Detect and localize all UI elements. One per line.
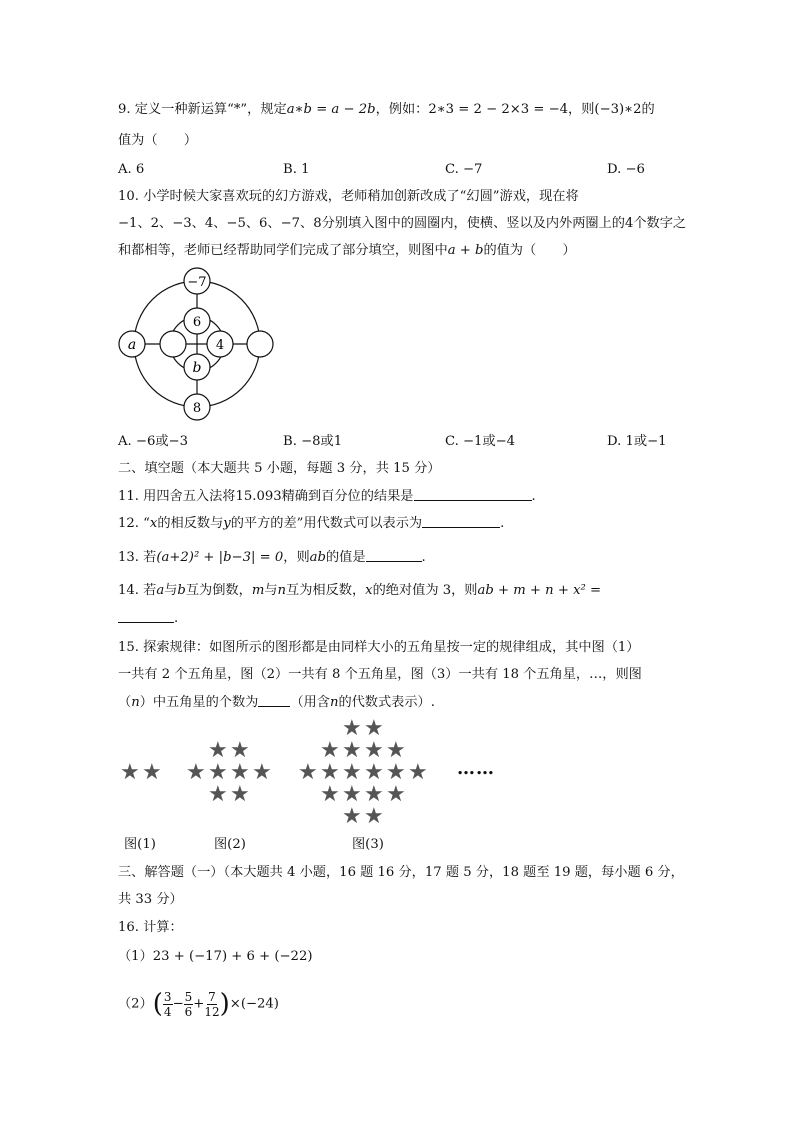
q12-end: .: [500, 516, 505, 531]
q10-option-a: A. −6或−3: [118, 434, 188, 449]
star-icon: ★: [142, 760, 162, 785]
q15-text: （: [118, 695, 132, 710]
star-icon: ★: [208, 782, 228, 807]
cell-top-value: −7: [187, 275, 207, 290]
q14-var-x: x: [365, 583, 373, 598]
q9-line2: 值为（ ）: [118, 133, 198, 148]
q14-var-b: b: [177, 583, 186, 598]
q14-var-n: n: [277, 583, 287, 598]
q15-line3: [118, 693, 435, 712]
q14-text: 互为相反数，: [286, 583, 366, 598]
q9-option-c: C. −7: [445, 162, 483, 177]
star-icon: ★: [320, 738, 340, 763]
denominator: 4: [163, 1004, 172, 1019]
q13-formula: (a+2)² + |b−3| = 0: [156, 550, 284, 565]
q14-blank[interactable]: [118, 609, 174, 623]
cell-bottom-value: 8: [192, 401, 202, 416]
q12: [118, 514, 504, 533]
q10-text: 和都相等，老师已经帮助同学们完成了部分填空，则图中: [118, 243, 448, 258]
star-icon: ★: [230, 782, 250, 807]
fraction-7-12: [204, 990, 219, 1019]
q9-formula: a∗b = a − 2b: [286, 102, 376, 117]
magic-circle-diagram: [110, 265, 285, 423]
star-icon: ★: [342, 760, 362, 785]
q15-text: （用含: [290, 695, 330, 710]
q14-line2: [118, 609, 178, 628]
q14-line1: [118, 582, 601, 600]
star-icon: ★: [320, 760, 340, 785]
numerator: 7: [208, 989, 216, 1004]
q9-text: ，则: [568, 102, 595, 117]
q16-part2-label: （2）: [118, 996, 153, 1012]
fig1-label: 图(1): [124, 837, 156, 852]
q9-option-a: A. 6: [118, 162, 145, 177]
q11-end: .: [531, 489, 536, 504]
star-icon: ★: [386, 738, 406, 763]
star-icon: ★: [252, 760, 272, 785]
q14-text: 与: [164, 583, 178, 598]
q10-line3: [118, 242, 576, 260]
q14-end: .: [174, 611, 179, 626]
star-icon: ★: [186, 760, 206, 785]
q9-text: 的: [641, 102, 655, 117]
q9-text: ”，规定: [240, 102, 287, 117]
numerator: 5: [184, 989, 193, 1004]
fraction-3-4: [163, 990, 173, 1019]
denominator: 12: [204, 1004, 220, 1019]
fraction-5-6: [184, 990, 194, 1019]
q9-line1: [118, 101, 655, 119]
q13-end: .: [421, 550, 426, 565]
q11-blank[interactable]: [414, 487, 532, 501]
q13-text: 13. 若: [118, 550, 157, 565]
q15-line2: 一共有 2 个五角星，图（2）一共有 8 个五角星，图（3）一共有 18 个五角星，…，则图: [118, 667, 642, 682]
numerator: 3: [163, 989, 172, 1004]
star-icon: ★: [364, 760, 384, 785]
q12-text: 12. “: [118, 516, 150, 531]
q10-text: 的值为（ ）: [483, 243, 576, 258]
q12-text: 的相反数与: [157, 516, 224, 531]
star-icon: ★: [342, 738, 362, 763]
q9-option-d: D. −6: [607, 162, 645, 177]
cell-upper-inner-value: 6: [192, 315, 202, 330]
q9-text: ，例如：: [375, 102, 429, 117]
q10-option-b: B. −8或1: [283, 434, 343, 449]
q14-text: 与: [264, 583, 278, 598]
pattern-ellipsis: ……: [457, 758, 495, 779]
star-icon: ★: [386, 760, 406, 785]
paren-open: (: [152, 989, 163, 1019]
q12-var-y: y: [223, 516, 231, 531]
star-icon: ★: [364, 738, 384, 763]
q16-part1-expr: 23 + (−17) + 6 + (−22): [152, 949, 313, 964]
q12-blank[interactable]: [422, 514, 500, 528]
star-icon: ★: [364, 782, 384, 807]
q10-line1: 10. 小学时候大家喜欢玩的幻方游戏，老师稍加创新改成了“幻圆”游戏，现在将: [118, 189, 579, 204]
q11: [118, 487, 536, 506]
q13-blank[interactable]: [366, 548, 422, 562]
q13-var-ab: ab: [309, 550, 326, 565]
q9-target: (−3)∗2: [594, 102, 642, 117]
q14-var-m: m: [251, 583, 265, 598]
q16-part1-label: （1）: [118, 949, 153, 964]
q13-text: ，则: [283, 550, 310, 565]
q14-formula: ab + m + n + x² =: [477, 583, 602, 598]
q10-option-c: C. −1或−4: [445, 434, 516, 449]
star-icon: ★: [208, 760, 228, 785]
q15-text: ）中五角星的个数为: [139, 695, 259, 710]
q14-text: 14. 若: [118, 583, 157, 598]
star-icon: ★: [342, 804, 362, 829]
cell-lower-inner-value: b: [192, 360, 202, 376]
fig3-label: 图(3): [352, 837, 384, 852]
section2-heading: 二、填空题（本大题共 5 小题，每题 3 分，共 15 分）: [118, 461, 441, 476]
q10-option-d: D. 1或−1: [607, 434, 667, 449]
star-icon: ★: [342, 716, 362, 741]
star-icon: ★: [320, 782, 340, 807]
star-icon: ★: [364, 716, 384, 741]
cell-left-inner: [160, 331, 186, 357]
q9-example: 2∗3 = 2 − 2×3 = −4: [428, 102, 569, 117]
cell-right-inner-value: 4: [215, 338, 225, 353]
q14-var-a: a: [156, 583, 165, 598]
star-icon: ★: [120, 760, 140, 785]
q15-blank[interactable]: [258, 693, 290, 707]
q10-formula: a + b: [447, 243, 484, 258]
plus-sign: +: [193, 996, 205, 1012]
star-icon: ★: [208, 738, 228, 763]
section3-heading-line2: 共 33 分）: [118, 892, 183, 907]
cell-left-outer-value: a: [127, 337, 137, 353]
q15-var-n: n: [131, 695, 140, 710]
star-icon: ★: [230, 760, 250, 785]
star-icon: ★: [298, 760, 318, 785]
q16-part1: [118, 948, 312, 966]
q12-text: 的平方的差”用代数式可以表示为: [230, 516, 423, 531]
q15-text: 的代数式表示）.: [338, 695, 435, 710]
q9-op: *: [233, 102, 241, 117]
q15-line1: 15. 探索规律：如图所示的图形都是由同样大小的五角星按一定的规律组成，其中图（1）: [118, 640, 640, 655]
denominator: 6: [184, 1004, 193, 1019]
q14-text: 的绝对值为 3，则: [372, 583, 478, 598]
q12-var-x: x: [149, 516, 158, 531]
q15-var-n: n: [329, 695, 339, 710]
star-icon: ★: [342, 782, 362, 807]
q11-text: 11. 用四舍五入法将15.093精确到百分位的结果是: [118, 489, 414, 504]
section3-heading-line1: 三、解答题（一）（本大题共 4 小题，16 题 16 分，17 题 5 分，18 题至 19 题，每小题 6 分，: [118, 865, 684, 880]
q10-line2: −1、2、−3、4、−5、6、−7、8分别填入图中的圆圈内，使横、竖以及内外两圈上的4个数字之: [118, 216, 687, 231]
paren-close: ): [219, 989, 230, 1019]
fig2-label: 图(2): [214, 837, 246, 852]
minus-sign: −: [172, 996, 184, 1012]
q16-title: 16. 计算：: [118, 920, 183, 935]
star-icon: ★: [386, 782, 406, 807]
star-icon: ★: [408, 760, 428, 785]
star-icon: ★: [230, 738, 250, 763]
q14-text: 互为倒数，: [185, 583, 252, 598]
q9-text: 9. 定义一种新运算“: [118, 102, 234, 117]
cell-right-outer: [247, 331, 273, 357]
q16-part2-tail: ×(−24): [229, 996, 279, 1012]
q9-option-b: B. 1: [283, 162, 310, 177]
q13: [118, 548, 426, 567]
q13-text: 的值是: [325, 550, 366, 565]
q16-part2: [118, 984, 279, 1025]
star-icon: ★: [364, 804, 384, 829]
